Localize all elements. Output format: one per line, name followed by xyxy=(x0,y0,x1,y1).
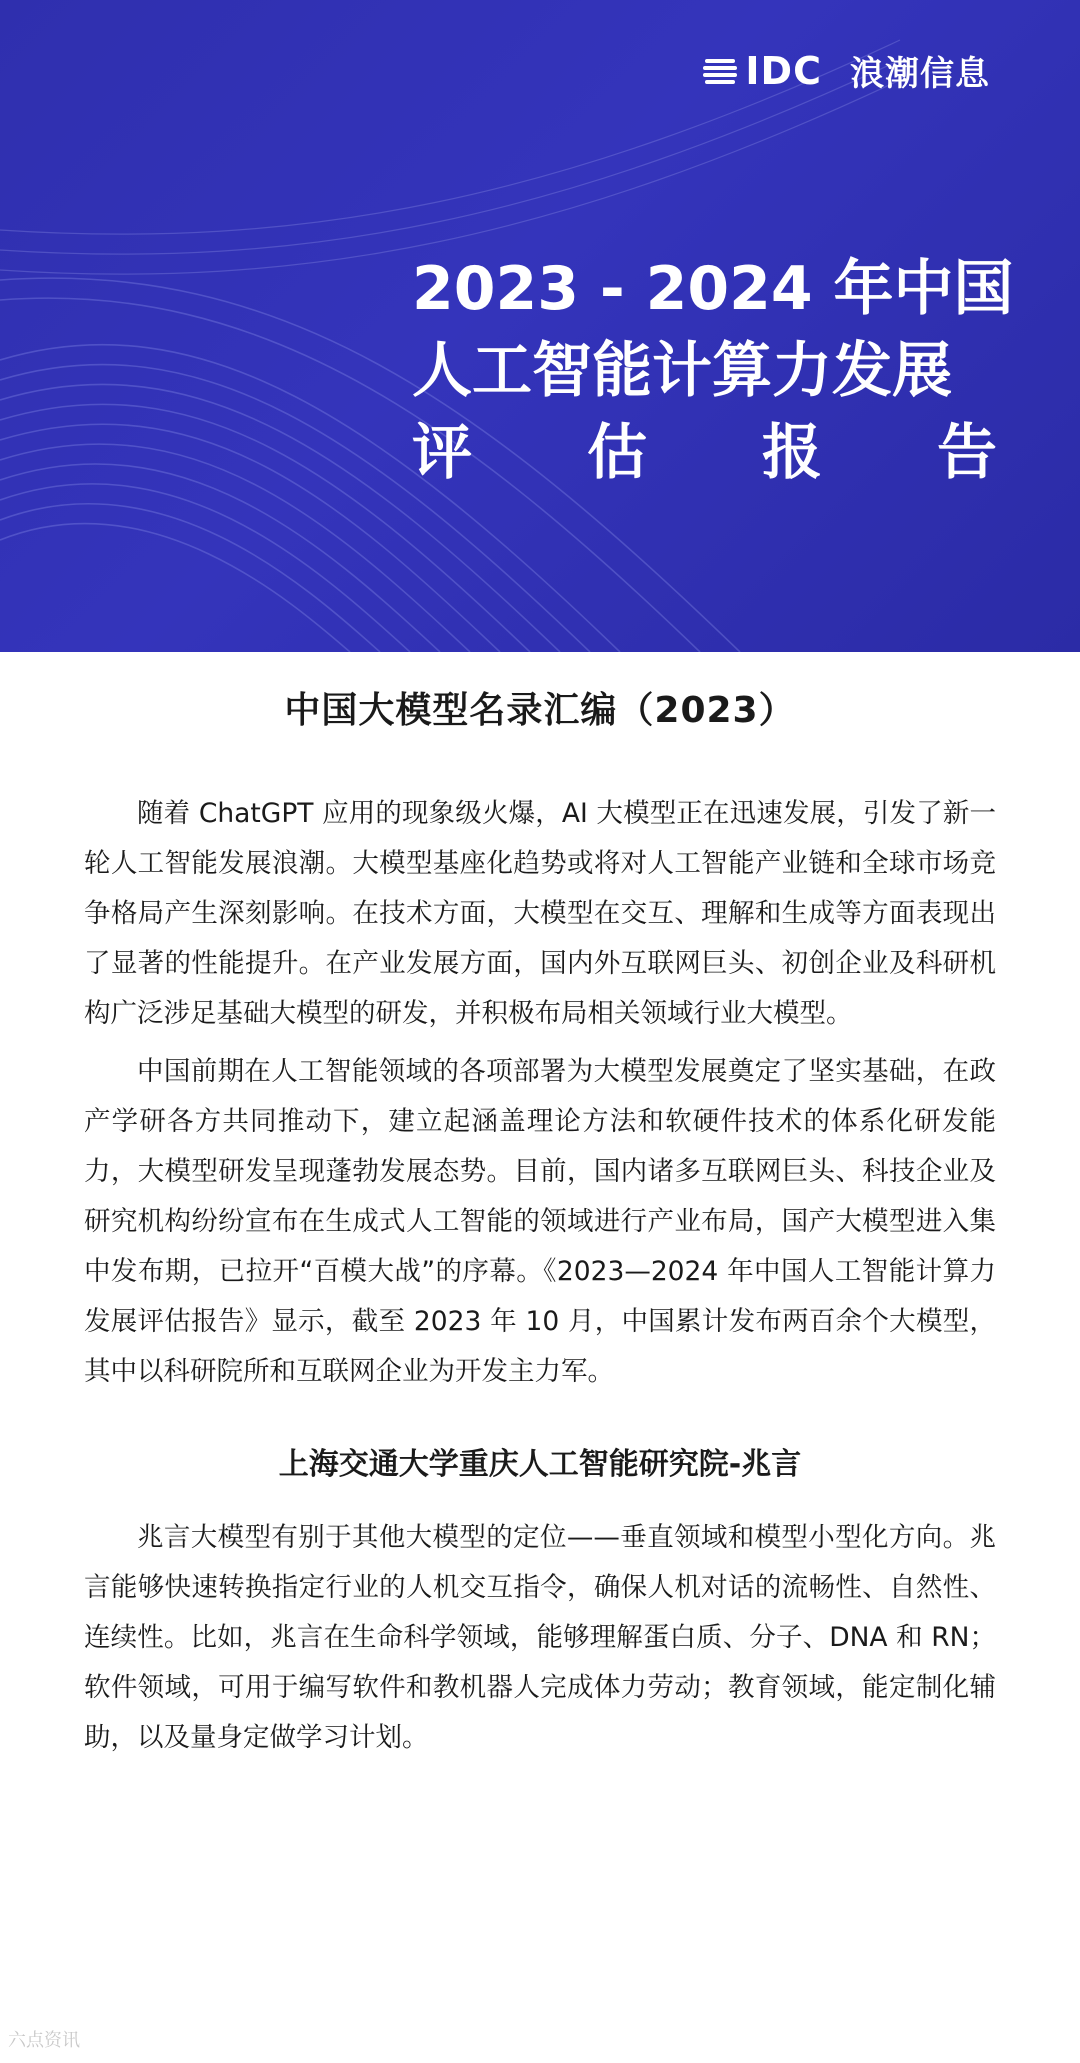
report-title-line-3 xyxy=(412,412,997,494)
header-logos xyxy=(703,46,990,95)
inspur-logo: 浪潮信息 xyxy=(850,54,990,94)
idc-logo-text: IDC xyxy=(745,48,822,93)
article-body xyxy=(0,682,1080,1763)
idc-mark-icon xyxy=(703,56,739,86)
title-char: 估 xyxy=(587,418,647,488)
title-char: 评 xyxy=(412,418,472,488)
report-title xyxy=(412,248,1014,494)
title-char: 报 xyxy=(762,418,822,488)
report-title-line-1: 2023 - 2024 年中国 xyxy=(412,254,1014,324)
title-char: 告 xyxy=(937,418,997,488)
document-title: 中国大模型名录汇编（2023） xyxy=(284,690,796,731)
intro-paragraph-2: 中国前期在人工智能领域的各项部署为大模型发展奠定了坚实基础，在政产学研各方共同推动下，建立起涵盖理论方法和软硬件技术的体系化研发能力，大模型研发呈现蓬勃发展态势。目前，国内诸多互联网巨头、科技企业及研究机构纷纷宣布在生成式人工智能的领域进行产业布局，国产大模型进入集中发布期，已拉开“百模大战”的序幕。《2023—2024 年中国人工智能计算力发展评估报告》显示，截至 2023 年 10 月，中国累计发布两百余个大模型，其中以科研院所和互联网企业为开发主力军。 xyxy=(84,1056,996,1387)
intro-paragraph-1: 随着 ChatGPT 应用的现象级火爆，AI 大模型正在迅速发展，引发了新一轮人工智能发展浪潮。大模型基座化趋势或将对人工智能产业链和全球市场竞争格局产生深刻影响。在技术方面，大模型在交互、理解和生成等方面表现出了显著的性能提升。在产业发展方面，国内外互联网巨头、初创企业及科研机构广泛涉足基础大模型的研发，并积极布局相关领域行业大模型。 xyxy=(84,798,996,1029)
section-paragraph: 兆言大模型有别于其他大模型的定位——垂直领域和模型小型化方向。兆言能够快速转换指定行业的人机交互指令，确保人机对话的流畅性、自然性、连续性。比如，兆言在生命科学领域，能够理解蛋白质、分子、DNA 和 RN；软件领域，可用于编写软件和教机器人完成体力劳动；教育领域，能定制化辅助，以及量身定做学习计划。 xyxy=(84,1522,996,1753)
cover-banner xyxy=(0,0,1080,652)
watermark: 六点资讯 xyxy=(8,2030,80,2051)
idc-logo xyxy=(703,49,822,93)
report-title-line-2: 人工智能计算力发展 xyxy=(412,336,952,406)
section-title: 上海交通大学重庆人工智能研究院-兆言 xyxy=(278,1447,802,1482)
